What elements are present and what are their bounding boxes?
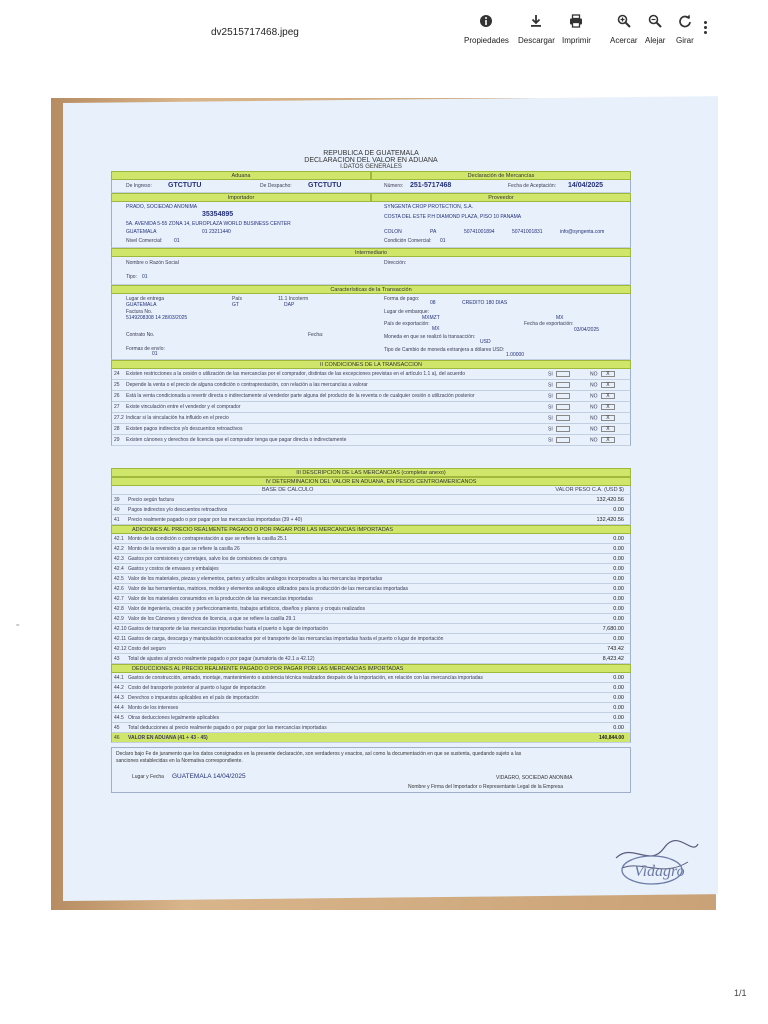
condicion-label: Condición Comercial: (384, 238, 432, 244)
deduccion-row (111, 703, 631, 713)
nivel-comercial-label: Nivel Comercial: (126, 238, 163, 244)
value-row-amount: 132,420.56 (596, 497, 624, 503)
value-row-num: 42.12 (114, 646, 127, 652)
intermediario-tipo-label: Tipo: (126, 274, 137, 280)
ajuste-row (111, 604, 631, 614)
incoterm-value: DAP (284, 302, 295, 308)
value-row-amount: 0.00 (613, 576, 624, 582)
deducciones-band: DEDUCCIONES AL PRECIO REALMENTE PAGADO O POR PAGAR POR LAS MERCANCIAS IMPORTADAS (111, 664, 631, 673)
condicion-si: SI (548, 382, 570, 388)
importador-nit: 35354895 (202, 211, 234, 218)
value-row-num: 44.5 (114, 715, 124, 721)
condicion-text: Depende la venta o el precio de alguna condición o contraprestación, con relación a las mercancías a valorar (126, 382, 368, 388)
form-header (111, 150, 631, 171)
value-row-num: 45 (114, 725, 120, 731)
value-row-num: 44.1 (114, 675, 124, 681)
si-checkbox[interactable] (556, 371, 570, 377)
zoom-in-icon (617, 14, 631, 28)
transaccion-band: Características de la Transacción (111, 285, 631, 294)
valor-aduana-label: VALOR EN ADUANA (41 + 43 - 45) (128, 735, 208, 741)
base-row (111, 515, 631, 525)
condicion-num: 26 (114, 393, 120, 399)
ajuste-row (111, 594, 631, 604)
nivel-comercial-value: 01 (174, 238, 180, 244)
lugar-entrega-value: GUATEMALA (126, 302, 157, 308)
base-header-row (111, 486, 631, 495)
valor-aduana-num: 46 (114, 735, 120, 741)
lugar-embarque-value: MXMZT (422, 315, 440, 321)
ajuste-row (111, 544, 631, 554)
file-name: dv2515717468.jpeg (211, 27, 299, 38)
condicion-num: 27 (114, 404, 120, 410)
condicion-text: Existe vinculación entre el vendedor y el comprador (126, 404, 241, 410)
deduccion-row (111, 713, 631, 723)
value-row-num: 44.4 (114, 705, 124, 711)
header-section: I.DATOS GENERALES (340, 164, 402, 170)
importador-name: PRADO, SOCIEDAD ANONIMA (126, 204, 198, 210)
lugar-fecha-label: Lugar y Fecha (132, 774, 164, 780)
value-row-text: Total deducciones al precio realmente pagado o por pagar por las mercancías importadas (128, 725, 327, 731)
value-row-text: Gastos de transporte de las mercancías importadas hasta el puerto o lugar de importación (128, 626, 329, 632)
condicion-row (111, 391, 631, 402)
value-row-text: Gastos por comisiones y corretajes, salvo los de comisiones de compra (128, 556, 287, 562)
condicion-si: SI (548, 393, 570, 399)
lugar-entrega-label: Lugar de entrega (126, 296, 165, 302)
condicion-no: NO X (590, 371, 615, 377)
deduccion-row (111, 723, 631, 733)
deduccion-row (111, 673, 631, 683)
si-checkbox[interactable] (556, 415, 570, 421)
value-row-num: 42.3 (114, 556, 124, 562)
ajuste-row (111, 624, 631, 634)
base-list (111, 495, 631, 525)
value-row-amount: 0.00 (613, 715, 624, 721)
importador-band: Importador (111, 193, 371, 202)
value-row-amount: 0.00 (613, 596, 624, 602)
info-icon (479, 14, 493, 28)
firma-label: Nombre y Firma del Importador o Representante Legal de la Empresa (408, 784, 564, 790)
value-row-num: 41 (114, 517, 120, 523)
forma-pago-desc: CREDITO 180 DIAS (462, 300, 508, 306)
vidagro-stamp-signature (612, 838, 702, 888)
rotate-label: Girar (676, 36, 694, 45)
condicion-num: 25 (114, 382, 120, 388)
value-row-text: Monto de los intereses (128, 705, 179, 711)
despacho-value: GTCTUTU (308, 182, 342, 189)
customs-declaration-form (111, 150, 631, 793)
condicion-row (111, 380, 631, 391)
si-checkbox[interactable] (556, 393, 570, 399)
value-row-num: 43 (114, 656, 120, 662)
proveedor-address: COSTA DEL ESTE P.H DIAMOND PLAZA, PISO 10 PANAMA (384, 214, 522, 220)
condicion-no: NO X (590, 415, 615, 421)
valor-band: IV DETERMINACION DEL VALOR EN ADUANA, EN PESOS CENTROAMERICANOS (111, 477, 631, 486)
value-row-text: Valor de los materiales, piezas y elementos, partes y artículos análogos incorporados a las mercancías importadas (128, 576, 383, 582)
value-row-num: 40 (114, 507, 120, 513)
value-row-amount: 0.00 (613, 725, 624, 731)
transaccion-row (111, 294, 631, 360)
value-row-num: 44.3 (114, 695, 124, 701)
value-row-amount: 0.00 (613, 566, 624, 572)
value-row-num: 42.4 (114, 566, 124, 572)
condicion-row (111, 424, 631, 435)
value-row-text: Gastos de construcción, armado, montaje, mantenimiento o asistencia técnica realizados después de la importación, en relación con las mercancías importadas (128, 675, 483, 681)
si-checkbox[interactable] (556, 426, 570, 432)
moneda-value: USD (480, 339, 491, 345)
company-name: VIDAGRO, SOCIEDAD ANONIMA (496, 775, 573, 781)
value-row-amount: 0.00 (613, 556, 624, 562)
condicion-text: Indicar si la vinculación ha influido en el precio (126, 415, 229, 421)
value-row-num: 42.5 (114, 576, 124, 582)
value-row-amount: 0.00 (613, 705, 624, 711)
proveedor-email: info@syngenta.com (560, 229, 605, 235)
value-row-amount: 0.00 (613, 675, 624, 681)
condicion-text: Existen cánones y derechos de licencia que el comprador tenga que pagar directa o indirectamente (126, 437, 347, 443)
value-row-amount: 0.00 (613, 695, 624, 701)
ingreso-value: GTCTUTU (168, 182, 202, 189)
contrato-fecha-label: Fecha: (308, 332, 324, 338)
importador-city: GUATEMALA (126, 229, 157, 235)
value-row-amount: 8,423.42 (602, 656, 624, 662)
importador-address: 5A. AVENIDA 5-55 ZONA 14, EUROPLAZA WORLD BUSINESS CENTER (126, 221, 291, 227)
value-row-num: 39 (114, 497, 120, 503)
base-row (111, 505, 631, 515)
download-icon (529, 14, 543, 28)
value-row-amount: 132,420.56 (596, 517, 624, 523)
no-checkbox[interactable]: X (601, 404, 615, 410)
importador-proveedor-row (111, 202, 631, 248)
fecha-aceptacion-label: Fecha de Aceptación: (508, 183, 557, 189)
value-row-text: Valor de los Cánones y derechos de licencia, a que se refiere la casilla 29.1 (128, 616, 296, 622)
value-row-num: 42.9 (114, 616, 124, 622)
pais-label: País (232, 296, 243, 302)
ingreso-label: De Ingreso: (126, 183, 152, 189)
condicion-num: 27.2 (114, 415, 124, 421)
value-row-amount: 0.00 (613, 536, 624, 542)
zoom-in-button[interactable] (610, 14, 638, 45)
factura-label: Factura No. (126, 309, 153, 315)
ajuste-row (111, 644, 631, 654)
download-button[interactable] (518, 14, 555, 45)
si-checkbox[interactable] (556, 404, 570, 410)
value-row-num: 42.7 (114, 596, 124, 602)
value-row-num: 42.11 (114, 636, 127, 642)
lugar-embarque-label: Lugar de embarque: (384, 309, 430, 315)
valor-aduana-row (111, 733, 631, 743)
value-row-text: Pagos indirectos y/o descuentos retroactivos (128, 507, 228, 513)
base-calculo-label: BASE DE CALCULO (262, 487, 314, 493)
no-checkbox[interactable]: X (601, 371, 615, 377)
factura-value: 5149208308 14 28/03/2025 (126, 315, 188, 321)
value-row-num: 44.2 (114, 685, 124, 691)
value-row-text: Monto de la reversión a que se refiere la casilla 26 (128, 546, 240, 552)
condicion-row (111, 435, 631, 446)
download-label: Descargar (518, 36, 555, 45)
value-row-text: Gastos y costos de envases y embalajes (128, 566, 219, 572)
value-row-num: 42.1 (114, 536, 124, 542)
zoom-out-label: Alejar (645, 36, 666, 45)
condicion-no: NO X (590, 404, 615, 410)
no-checkbox[interactable]: X (601, 382, 615, 388)
value-row-text: Derechos o impuestos aplicables en el país de importación (128, 695, 259, 701)
si-checkbox[interactable] (556, 437, 570, 443)
condicion-no: NO X (590, 382, 615, 388)
value-row-text: Gastos de carga, descarga y manipulación ocasionados por el transporte de las mercancías importadas hasta el puerto o lugar de importación (128, 636, 444, 642)
tipo-cambio-value: 1.00000 (506, 352, 525, 358)
page-counter: 1/1 (734, 988, 747, 998)
declaration-text: Declaro bajo Fe de juramento que los datos consignados en la presente declaración, son verdaderos y exactos, así como la documentación en que se sustenta, quedando sujeto a las sanciones establecidas en la Normativa correspondiente. (116, 751, 522, 764)
deducciones-list (111, 673, 631, 733)
rotate-icon (678, 14, 692, 28)
properties-button[interactable] (464, 14, 509, 45)
incoterm-label: 11.1 Incoterm (278, 296, 309, 302)
value-row-num: 42.8 (114, 606, 124, 612)
value-row-text: Costo del seguro (128, 646, 166, 652)
descripcion-band: III DESCRIPCION DE LAS MERCANCIAS (completar anexo) (111, 468, 631, 477)
ajuste-row (111, 564, 631, 574)
print-button[interactable] (562, 14, 591, 45)
value-row-num: 42.2 (114, 546, 124, 552)
valor-aduana-amount: 140,844.00 (598, 735, 624, 741)
formas-envio-value: 01 (152, 351, 158, 357)
declaration-footer (111, 747, 631, 793)
ajuste-row (111, 534, 631, 544)
side-mark: = (16, 623, 20, 629)
deduccion-row (111, 683, 631, 693)
ajuste-row (111, 554, 631, 564)
condicion-value: 01 (440, 238, 446, 244)
value-row-amount: 0.00 (613, 507, 624, 513)
condicion-text: Existen pagos indirectos y/o descuentos retroactivos (126, 426, 243, 432)
value-row-text: Otras deducciones legalmente aplicables (128, 715, 220, 721)
value-row-amount: 0.00 (613, 546, 624, 552)
intermediario-direccion-label: Dirección: (384, 260, 407, 266)
value-row-amount: 0.00 (613, 685, 624, 691)
intermediario-nombre-label: Nombre o Razón Social (126, 260, 179, 266)
value-row-text: Valor de los materiales consumidos en la producción de las mercancías importadas (128, 596, 313, 602)
value-row-amount: 7,680.00 (602, 626, 624, 632)
intermediario-tipo-value: 01 (142, 274, 148, 280)
header-country: REPUBLICA DE GUATEMALA (323, 150, 419, 157)
si-checkbox[interactable] (556, 382, 570, 388)
pais-exportacion-value: MX (432, 326, 440, 332)
deduccion-row (111, 693, 631, 703)
proveedor-city: COLON (384, 229, 402, 235)
more-options-icon[interactable] (702, 20, 708, 36)
value-row-text: Monto de la condición o contraprestación a que se refiere la casilla 25.1 (128, 536, 287, 542)
value-row-text: Total de ajustes al precio realmente pagado o por pagar (sumatoria de 42.1 a 42.12) (128, 656, 315, 662)
condicion-si: SI (548, 437, 570, 443)
zoom-out-button[interactable] (645, 14, 665, 45)
pais-embarque-value: MX (556, 315, 564, 321)
pais-exportacion-label: País de exportación: (384, 321, 430, 327)
condicion-row (111, 402, 631, 413)
value-row-amount: 0.00 (613, 636, 624, 642)
condicion-no: NO X (590, 393, 615, 399)
condicion-num: 28 (114, 426, 120, 432)
svg-text:Vidagro: Vidagro (634, 863, 685, 880)
ajuste-row (111, 614, 631, 624)
moneda-label: Moneda en que se realizó la transacción: (384, 334, 476, 340)
proveedor-band: Proveedor (371, 193, 631, 202)
header-title: DECLARACION DEL VALOR EN ADUANA (304, 157, 438, 164)
value-row-amount: 743.42 (607, 646, 624, 652)
no-checkbox[interactable]: X (601, 437, 615, 443)
condicion-si: SI (548, 371, 570, 377)
proveedor-country: PA (430, 229, 437, 235)
rotate-button[interactable] (676, 14, 694, 45)
proveedor-name: SYNGENTA CROP PROTECTION, S.A. (384, 204, 473, 210)
intermediario-row (111, 257, 631, 285)
fecha-exportacion-value: 03/04/2025 (574, 327, 600, 333)
declaracion-band: Declaración de Mercancías (371, 171, 631, 180)
aduana-band: Aduana (111, 171, 371, 180)
tipo-cambio-label: Tipo de Cambio de moneda extranjera a dólares USD: (384, 347, 505, 353)
no-checkbox[interactable]: X (601, 415, 615, 421)
condicion-si: SI (548, 426, 570, 432)
valor-peso-label: VALOR PESO C.A. (USD $) (555, 487, 624, 493)
value-row-amount: 0.00 (613, 586, 624, 592)
value-row-text: Precio realmente pagado o por pagar por las mercancías importadas (39 + 40) (128, 517, 303, 523)
printer-icon (569, 14, 583, 28)
value-row-text: Valor de ingeniería, creación y perfeccionamiento, trabajos artísticos, diseños y planos y croquis realizados (128, 606, 365, 612)
ajuste-row (111, 654, 631, 664)
ajustes-band: ADICIONES AL PRECIO REALMENTE PAGADO O POR PAGAR POR LAS MERCANCIAS IMPORTADAS (111, 525, 631, 534)
condiciones-band: II CONDICIONES DE LA TRANSACCION (111, 360, 631, 369)
condicion-row (111, 369, 631, 380)
value-row-amount: 0.00 (613, 606, 624, 612)
base-row (111, 495, 631, 505)
aduana-row (111, 180, 631, 193)
ajuste-row (111, 584, 631, 594)
value-row-text: Costo del transporte posterior al puerto o lugar de importación (128, 685, 266, 691)
intermediario-band: Intermediario (111, 248, 631, 257)
fecha-exportacion-label: Fecha de exportación: (524, 321, 574, 327)
no-checkbox[interactable]: X (601, 426, 615, 432)
value-row-text: Precio según factura (128, 497, 174, 503)
condicion-num: 24 (114, 371, 120, 377)
fecha-aceptacion-value: 14/04/2025 (568, 182, 604, 189)
condicion-text: Está la venta condicionada a revertir directa o indirectamente al vendedor parte alguna del producto de la reventa o de cualquier cesión o utilización posterior (126, 393, 475, 399)
numero-label: Número: (384, 183, 404, 189)
numero-value: 251-5717468 (410, 182, 452, 189)
condicion-row (111, 413, 631, 424)
despacho-label: De Despacho: (260, 183, 292, 189)
condiciones-list (111, 369, 631, 446)
no-checkbox[interactable]: X (601, 393, 615, 399)
ajuste-row (111, 574, 631, 584)
properties-label: Propiedades (464, 36, 509, 45)
proveedor-phone2: 50741001831 (512, 229, 543, 235)
condicion-no: NO X (590, 426, 615, 432)
forma-pago-label: Forma de pago: (384, 296, 420, 302)
value-row-num: 42.6 (114, 586, 124, 592)
proveedor-phone1: 50741001894 (464, 229, 495, 235)
condicion-num: 29 (114, 437, 120, 443)
pais-value: GT (232, 302, 239, 308)
condicion-no: NO X (590, 437, 615, 443)
value-row-num: 42.10 (114, 626, 127, 632)
ajustes-list (111, 534, 631, 664)
zoom-in-label: Acercar (610, 36, 638, 45)
zoom-out-icon (648, 14, 662, 28)
forma-pago-value: 08 (430, 300, 436, 306)
condicion-text: Existen restricciones a la cesión o utilización de las mercancías por el comprador, distintas de las excepciones previstas en el artículo 1.1 a), del acuerdo (126, 371, 466, 377)
print-label: Imprimir (562, 36, 591, 45)
viewer-toolbar (0, 0, 768, 58)
value-row-text: Valor de las herramientas, matrices, moldes y elementos análogos utilizados para la producción de las mercancías importadas (128, 586, 409, 592)
lugar-fecha-value: GUATEMALA 14/04/2025 (172, 773, 246, 780)
value-row-amount: 0.00 (613, 616, 624, 622)
importador-phone: 01 23211440 (202, 229, 231, 235)
condicion-si: SI (548, 404, 570, 410)
ajuste-row (111, 634, 631, 644)
condicion-si: SI (548, 415, 570, 421)
contrato-label: Contrato No. (126, 332, 155, 338)
formas-envio-label: Formas de envío: (126, 346, 165, 352)
